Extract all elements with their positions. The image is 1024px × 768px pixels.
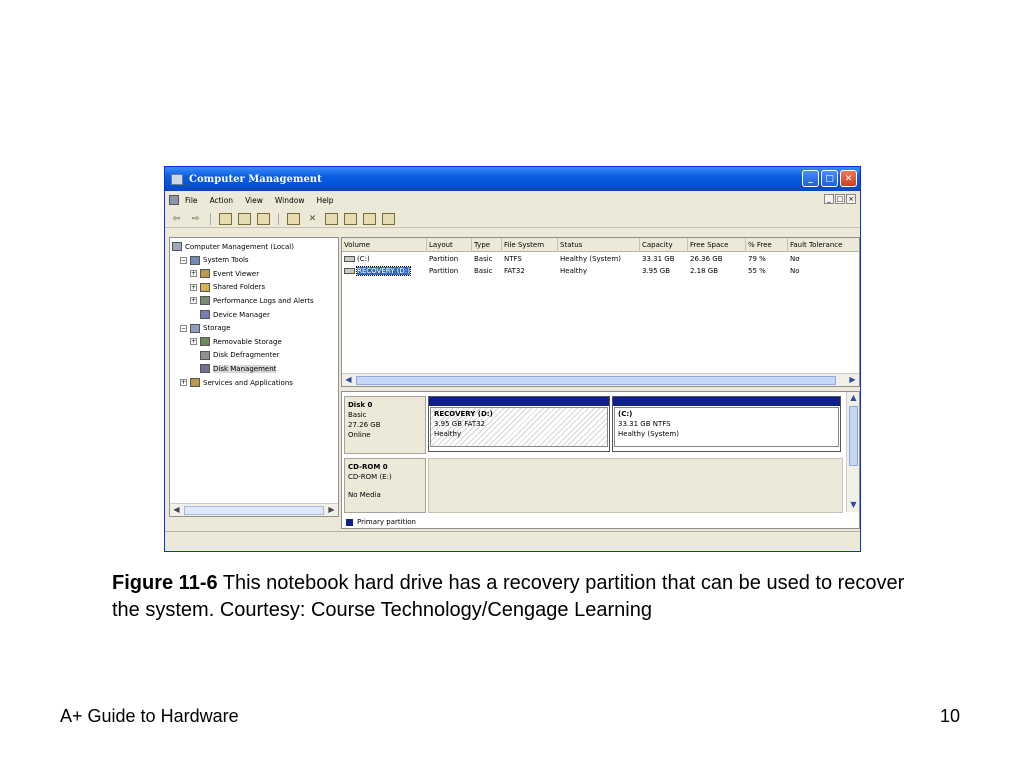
volume-row[interactable] [342,265,859,277]
disk-0-size: 27.26 GB [348,421,381,429]
menu-view[interactable]: View [245,195,263,205]
services-icon [190,378,200,387]
volume-cell: 55 % [748,267,766,275]
back-arrow-icon[interactable]: ⇦ [172,213,181,224]
tree-item-label: Storage [203,324,231,333]
toolbar-separator [210,213,211,225]
scroll-thumb[interactable] [849,406,858,466]
partition-c-size: 33.31 GB NTFS [618,420,671,428]
mdi-close-button[interactable]: × [846,194,856,204]
column-header[interactable]: Volume [342,238,427,252]
expand-icon[interactable]: + [191,270,197,278]
computer-management-icon [171,174,183,185]
properties-sheet-icon[interactable] [325,213,338,225]
volume-cell: No [790,255,800,263]
tree-item[interactable] [190,267,259,280]
tree-item[interactable] [190,349,280,362]
minimize-button[interactable]: _ [802,170,819,187]
menu-file[interactable]: File [185,195,198,205]
menu-action[interactable]: Action [209,195,234,205]
show-hide-tree-icon[interactable] [238,213,251,225]
tree-item[interactable] [180,254,249,267]
tree-item[interactable] [180,376,293,389]
collapse-icon[interactable]: − [181,324,187,332]
expand-icon[interactable]: + [191,297,197,305]
volume-name: (C:) [357,255,370,263]
expand-icon[interactable]: + [191,338,197,346]
volume-cell: Healthy (System) [560,255,621,263]
column-header[interactable]: % Free [746,238,788,252]
partition-recovery-name: RECOVERY (D:) [434,410,493,418]
primary-partition-swatch [346,519,353,526]
column-header[interactable]: Capacity [640,238,688,252]
defrag-icon [200,351,210,360]
tree-horizontal-scrollbar[interactable] [170,503,338,516]
toolbar [165,210,860,228]
cdrom-0-media: No Media [348,491,381,499]
open-folder-icon[interactable] [344,213,357,225]
menu-bar [165,192,860,208]
volume-cell [342,253,427,265]
tree-item[interactable] [190,308,270,321]
disk-vertical-scrollbar[interactable] [846,392,859,512]
volume-list-header [342,238,859,252]
menu-help[interactable]: Help [316,195,334,205]
figure-number: Figure 11-6 [112,572,218,594]
volume-cell: Basic [474,255,493,263]
page-number: 10 [940,706,961,726]
title-bar[interactable] [165,167,860,191]
console-tree[interactable] [169,237,339,517]
cdrom-0-label[interactable] [344,458,426,513]
column-header[interactable]: Free Space [688,238,746,252]
tree-item-label: System Tools [203,256,249,265]
partition-c[interactable] [612,396,841,452]
column-header[interactable]: Layout [427,238,472,252]
scroll-down-arrow-icon[interactable]: ▼ [850,500,857,509]
drive-icon [344,268,355,274]
volume-cell [342,265,427,277]
mdi-restore-button[interactable]: □ [836,195,844,203]
event-viewer-icon [200,269,210,278]
tree-item[interactable] [190,335,282,348]
disk-0-label[interactable] [344,396,426,454]
computer-icon [172,242,182,251]
tree-item-label: Event Viewer [213,269,260,278]
scroll-left-arrow-icon[interactable]: ◀ [345,375,352,384]
up-folder-icon[interactable] [219,213,232,225]
scroll-up-arrow-icon[interactable]: ▲ [850,393,857,402]
partition-c-status: Healthy (System) [618,430,679,438]
properties-icon[interactable] [257,213,270,225]
cdrom-0-name: CD-ROM 0 [348,463,388,471]
volume-cell: No [790,267,800,275]
window-title: Computer Management [189,173,322,185]
scroll-left-arrow-icon[interactable]: ◀ [173,505,180,514]
volume-cell: 3.95 GB [642,267,671,275]
volume-cell: 33.31 GB [642,255,675,263]
partition-c-name: (C:) [618,410,633,418]
tree-item-label: Computer Management (Local) [185,242,294,251]
scroll-right-arrow-icon[interactable]: ▶ [328,505,335,514]
footer-book-title: A+ Guide to Hardware [60,706,239,726]
tree-item[interactable] [180,322,230,335]
settings-icon[interactable] [382,213,395,225]
scroll-thumb[interactable] [184,506,324,515]
volume-horizontal-scrollbar[interactable] [342,373,859,386]
expand-icon[interactable]: + [191,283,197,291]
partition-recovery-status: Healthy [434,430,462,438]
figure-caption [112,570,922,624]
delete-icon[interactable]: ✕ [308,213,317,224]
scroll-thumb[interactable] [356,376,836,385]
status-bar [165,531,860,551]
column-header[interactable]: Status [558,238,640,252]
primary-partition-bar [613,397,840,406]
search-icon[interactable] [363,213,376,225]
volume-list[interactable] [341,237,860,387]
scroll-right-arrow-icon[interactable]: ▶ [849,375,856,384]
column-header[interactable]: Fault Tolerance [788,238,861,252]
volume-cell: NTFS [504,255,522,263]
toolbar-separator [278,213,279,225]
tree-item[interactable] [190,362,276,375]
tree-item[interactable] [172,240,294,253]
tree-item[interactable] [190,294,314,307]
tree-item-label: Disk Management [213,364,277,373]
tree-item-label: Services and Applications [203,378,293,387]
tools-icon [190,256,200,265]
disk-0-type: Basic [348,411,367,419]
primary-partition-bar [429,397,609,406]
column-header[interactable]: File System [502,238,558,252]
volume-cell: 26.36 GB [690,255,723,263]
column-header[interactable]: Type [472,238,502,252]
disk-0-name: Disk 0 [348,401,373,409]
disk-legend [346,518,416,526]
volume-cell: 79 % [748,255,766,263]
forward-arrow-icon[interactable]: ⇨ [191,213,200,224]
cdrom-0-drive: CD-ROM (E:) [348,473,392,481]
volume-cell: Basic [474,267,493,275]
tree-item-label: Device Manager [213,310,270,319]
partition-recovery[interactable] [428,396,610,452]
close-button[interactable]: ✕ [840,170,857,187]
mdi-child-icon[interactable] [169,195,179,205]
collapse-icon[interactable]: − [181,256,187,264]
legend-label: Primary partition [357,518,416,526]
drive-icon [344,256,355,262]
mdi-minimize-button[interactable]: _ [824,194,834,204]
volume-cell: FAT32 [504,267,525,275]
disk-map[interactable] [341,391,860,529]
tree-item-label: Removable Storage [213,337,282,346]
menu-window[interactable]: Window [274,195,305,205]
expand-icon[interactable]: + [181,379,187,386]
tree-item-label: Disk Defragmenter [213,351,280,360]
volume-cell: 2.18 GB [690,267,719,275]
performance-icon [200,296,210,305]
disk-0-state: Online [348,431,371,439]
volume-name: RECOVERY (D:) [357,267,410,275]
computer-management-window [164,166,861,552]
volume-row[interactable] [342,253,859,265]
partition-recovery-size: 3.95 GB FAT32 [434,420,486,428]
volume-cell: Healthy [560,267,588,275]
figure-caption-text: This notebook hard drive has a recovery partition that can be used to recover the system. Courtesy: Course Technology/Cengage Learning [112,572,905,621]
maximize-button[interactable]: □ [821,170,838,187]
removable-storage-icon [200,337,210,346]
device-manager-icon [200,310,210,319]
tree-item-label: Performance Logs and Alerts [213,296,314,305]
volume-cell: Partition [429,267,459,275]
disk-management-icon [200,364,210,373]
shared-folder-icon [200,283,210,292]
cdrom-0-area[interactable] [428,458,843,513]
tree-item[interactable] [190,281,265,294]
tree-item-label: Shared Folders [213,283,266,292]
volume-cell: Partition [429,255,459,263]
storage-icon [190,324,200,333]
help-icon[interactable] [287,213,300,225]
